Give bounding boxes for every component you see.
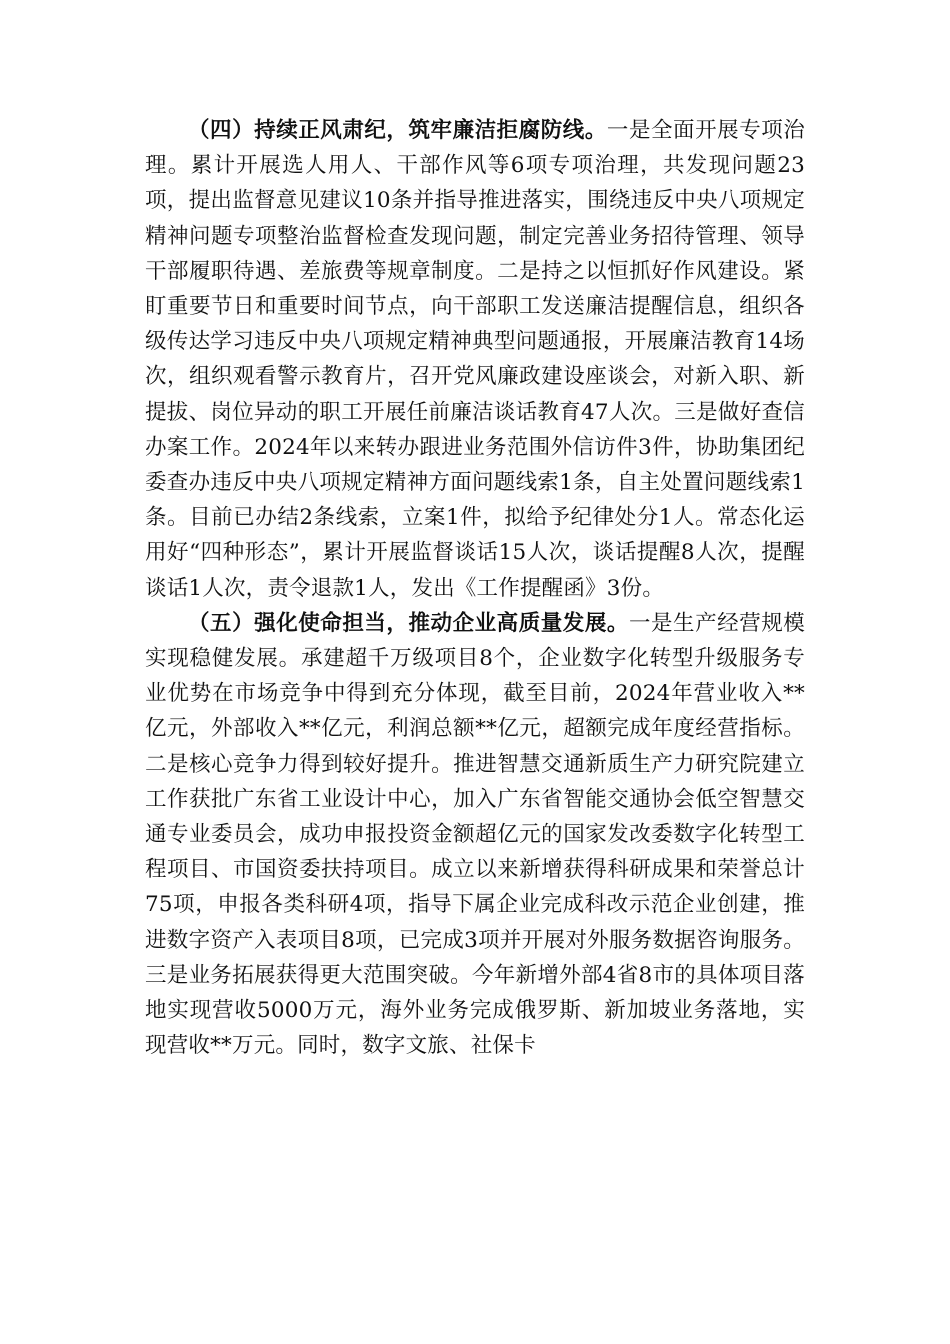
paragraph-four bbox=[145, 113, 805, 606]
section-body-five: 一是生产经营规模实现稳健发展。承建超千万级项目8个，企业数字化转型升级服务专业优势在市场竞争中得到充分体现，截至目前，2024年营业收入**亿元，外部收入**亿元，利润总额**亿元，超额完成年度经营指标。二是核心竞争力得到较好提升。推进智慧交通新质生产力研究院建立工作获批广东省工业设计中心，加入广东省智能交通协会低空智慧交通专业委员会，成功申报投资金额超亿元的国家发改委数字化转型工程项目、市国资委扶持项目。成立以来新增获得科研成果和荣誉总计75项，申报各类科研4项，指导下属企业完成科改示范企业创建，推进数字资产入表项目8项，已完成3项并开展对外服务数据咨询服务。三是业务拓展获得更大范围突破。今年新增外部4省8市的具体项目落地实现营收5000万元，海外业务完成俄罗斯、新加坡业务落地，实现营收**万元。同时，数字文旅、社保卡 bbox=[145, 610, 805, 1059]
paragraph-five bbox=[145, 606, 805, 1064]
section-heading-five: （五）强化使命担当，推动企业高质量发展。 bbox=[188, 610, 629, 636]
document-page bbox=[145, 113, 805, 1063]
section-heading-four: （四）持续正风肃纪，筑牢廉洁拒腐防线。 bbox=[188, 118, 607, 143]
section-body-four: 一是全面开展专项治理。累计开展选人用人、干部作风等6项专项治理，共发现问题23项，提出监督意见建议10条并指导推进落实，围绕违反中央八项规定精神问题专项整治监督检查发现问题，制定完善业务招待管理、领导干部履职待遇、差旅费等规章制度。二是持之以恒抓好作风建设。紧盯重要节日和重要时间节点，向干部职工发送廉洁提醒信息，组织各级传达学习违反中央八项规定精神典型问题通报，开展廉洁教育14场次，组织观看警示教育片，召开党风廉政建设座谈会，对新入职、新提拔、岗位异动的职工开展任前廉洁谈话教育47人次。三是做好查信办案工作。2024年以来转办跟进业务范围外信访件3件，协助集团纪委查办违反中央八项规定精神方面问题线索1条，自主处置问题线索1条。目前已办结2条线索，立案1件，拟给予纪律处分1人。常态化运用好“四种形态”，累计开展监督谈话15人次，谈话提醒8人次，提醒谈话1人次，责令退款1人，发出《工作提醒函》3份。 bbox=[145, 118, 805, 601]
